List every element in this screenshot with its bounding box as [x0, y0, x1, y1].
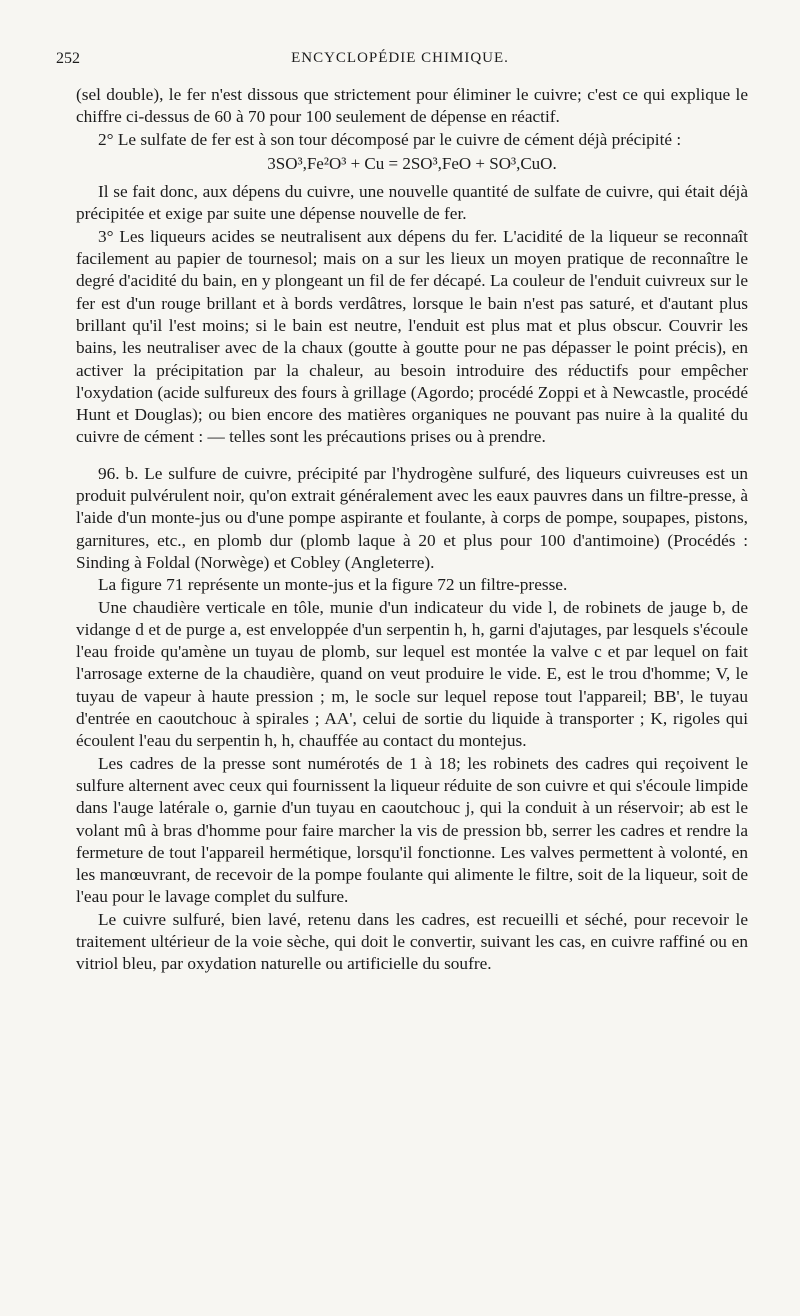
page-header [0, 42, 800, 72]
paragraph: Les cadres de la presse sont numérotés de 1 à 18; les robinets des cadres qui reçoivent le sulfure alternent avec ceux qui fournissent la liqueur réduite de son cuivre et qui s'écoule limpide dans l'auge latérale o, garnie d'un tuyau en caoutchouc j, qui la conduit à un réservoir; ab est le volant mû à bras d'homme pour faire marcher la vis de pression bb, serrer les cadres et rendre la fermeture de tout l'appareil hermétique, lorsqu'il fonctionne. Les valves permettent à volonté, en les manœuvrant, de recevoir de la pompe foulante qui alimente le filtre, soit de la liqueur, soit de l'eau pour le lavage complet du sulfure. [76, 753, 748, 907]
paragraph: Il se fait donc, aux dépens du cuivre, une nouvelle quantité de sulfate de cuivre, qui était déjà précipitée et exige par suite une dépense nouvelle de fer. [76, 182, 748, 224]
paragraph: 2° Le sulfate de fer est à son tour décomposé par le cuivre de cément déjà précipité : [98, 129, 682, 149]
chemical-formula: 3SO³,Fe²O³ + Cu = 2SO³,FeO + SO³,CuO. [267, 153, 557, 173]
paragraph: Le cuivre sulfuré, bien lavé, retenu dans les cadres, est recueilli et séché, pour recevoir le traitement ultérieur de la voie sèche, qui doit le convertir, suivant les cas, en cuivre raffiné ou en vitriol bleu, par oxydation naturelle ou artificielle du soufre. [76, 909, 748, 974]
running-title: ENCYCLOPÉDIE CHIMIQUE. [291, 50, 509, 66]
body-text [76, 84, 748, 976]
paragraph: Une chaudière verticale en tôle, munie d'un indicateur du vide l, de robinets de jauge b, de vidange d et de purge a, est enveloppée d'un serpentin h, h, garni d'ajutages, par lesquels s'écoule l'eau froide qu'amène un tuyau de plomb, sur lequel est montée la valve c et par lequel on fait l'arrosage externe de la chaudière, quand on veut produire le vide. E, est le trou d'homme; V, le tuyau de vapeur à haute pression ; m, le socle sur lequel repose tout l'appareil; BB', le tuyau d'entrée en caoutchouc à spirales ; AA', celui de sortie du liquide à transporter ; K, rigoles qui écoulent l'eau du serpentin h, h, chauffée au contact du montejus. [76, 597, 748, 751]
page-number: 252 [56, 50, 80, 67]
section-96-paragraph: 96. b. Le sulfure de cuivre, précipité par l'hydrogène sulfuré, des liqueurs cuivreuses est un produit pulvérulent noir, qu'on extrait généralement avec les eaux pauvres dans un filtre-presse, à l'aide d'un monte-jus ou d'une pompe aspirante et foulante, à corps de pompe, soupapes, pistons, garnitures, etc., en plomb dur (plomb laque à 20 et plus pour 100 d'antimoine) (Procédés : Sinding à Foldal (Norwège) et Cobley (Angleterre). [76, 463, 748, 572]
paragraph: La figure 71 représente un monte-jus et la figure 72 un filtre-presse. [98, 575, 568, 595]
paragraph: 3° Les liqueurs acides se neutralisent aux dépens du fer. L'acidité de la liqueur se reconnaît facilement au papier de tournesol; mais on a sur les lieux un moyen pratique de reconnaître le degré d'acidité du bain, en y plongeant un fil de fer décapé. La couleur de l'enduit cuivreux sur le fer est d'un rouge brillant et à bords verdâtres, lorsque le bain n'est pas saturé, et d'autant plus brillant qu'il l'est moins; si le bain est neutre, l'enduit est plus mat et plus obscur. Couvrir les bains, les neutraliser avec de la chaux (goutte à goutte pour ne pas dépasser le point précis), en activer la précipitation par la chaleur, au besoin introduire des réductifs pour empêcher l'oxydation (acide sulfureux des fours à grillage (Agordo; procédé Zoppi et à Newcastle, procédé Hunt et Douglas); ou bien encore des matières organiques ne pouvant pas nuire à la qualité du cuivre de cément : — telles sont les précautions prises ou à prendre. [76, 226, 748, 447]
paragraph: (sel double), le fer n'est dissous que strictement pour éliminer le cuivre; c'est ce qui explique le chiffre ci-dessus de 60 à 70 pour 100 seulement de dépense en réactif. [76, 85, 748, 127]
section-gap [76, 449, 748, 463]
